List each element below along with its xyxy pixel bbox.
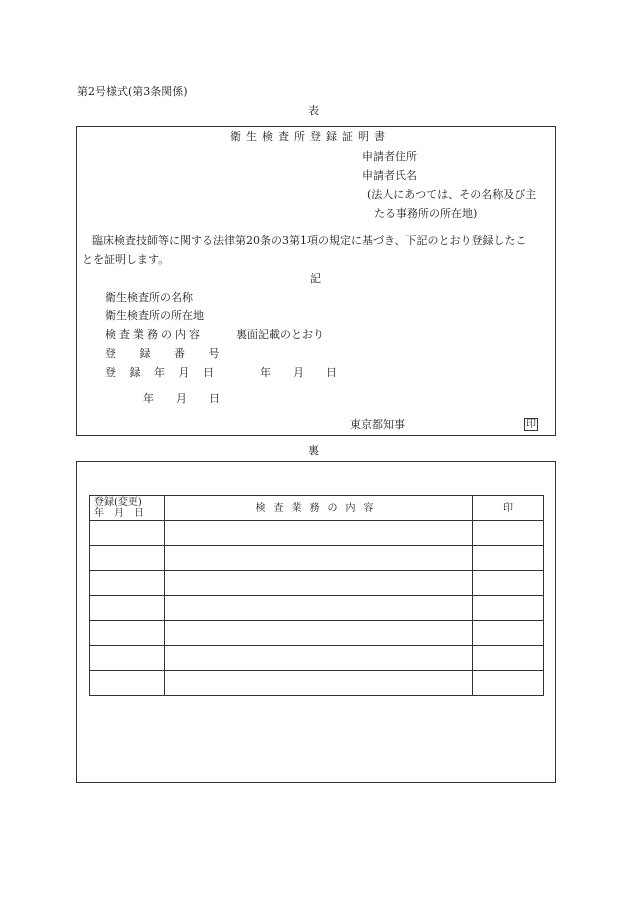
- table-cell: [165, 521, 473, 546]
- ki-heading: 記: [310, 272, 321, 285]
- work-content-column-header: 検査業務の内容: [165, 496, 473, 521]
- seal-mark: 印: [526, 419, 536, 430]
- table-cell: [90, 571, 165, 596]
- table-cell: [165, 571, 473, 596]
- seal-column-header: 印: [473, 496, 544, 521]
- table-cell: [90, 646, 165, 671]
- table-cell: [165, 671, 473, 696]
- table-row: [90, 571, 544, 596]
- table-cell: [473, 646, 544, 671]
- table-row: [90, 621, 544, 646]
- table-cell: [473, 521, 544, 546]
- table-cell: [90, 671, 165, 696]
- table-row: [90, 596, 544, 621]
- table-cell: [473, 671, 544, 696]
- issue-date: 年 月 日: [143, 392, 220, 405]
- table-row: [90, 546, 544, 571]
- front-side-label: 表: [308, 104, 319, 117]
- body-text-line-1: 臨床検査技師等に関する法律第20条の3第1項の規定に基づき、下記のとおり登録したこ: [92, 234, 527, 247]
- table-row: [90, 646, 544, 671]
- applicant-address-label: 申請者住所: [362, 150, 417, 163]
- corp-note-line-1: (法人にあつては、その名称及び主: [367, 188, 537, 201]
- table-cell: [165, 621, 473, 646]
- date-column-header-line-1: 登録(変更): [94, 497, 142, 508]
- work-content-label: 検査業務の内容: [105, 328, 203, 341]
- table-cell: [473, 596, 544, 621]
- table-cell: [90, 546, 165, 571]
- date-column-header: [90, 496, 165, 521]
- table-row: [90, 671, 544, 696]
- corp-note-line-2: たる事務所の所在地): [374, 207, 478, 220]
- table-cell: [165, 646, 473, 671]
- registration-number-label: 登 録 番 号: [105, 347, 230, 360]
- table-cell: [90, 621, 165, 646]
- table-header-row: [90, 496, 544, 521]
- work-content-value: 裏面記載のとおり: [236, 328, 324, 341]
- table-cell: [90, 521, 165, 546]
- applicant-name-label: 申請者氏名: [362, 169, 417, 182]
- table-cell: [473, 621, 544, 646]
- form-number: 第2号様式(第3条関係): [77, 85, 188, 98]
- table-cell: [90, 596, 165, 621]
- registration-date-value: 年 月 日: [260, 366, 337, 379]
- table-cell: [165, 596, 473, 621]
- registration-record-table: [89, 495, 544, 696]
- table-cell: [473, 546, 544, 571]
- back-side-label: 裏: [308, 444, 319, 457]
- certificate-title: 衛生検査所登録証明書: [230, 130, 390, 143]
- table-cell: [165, 546, 473, 571]
- table-row: [90, 521, 544, 546]
- lab-name-label: 衛生検査所の名称: [105, 291, 193, 304]
- table-cell: [473, 571, 544, 596]
- registration-date-label: 登 録 年 月 日: [105, 366, 219, 379]
- issuer-title: 東京都知事: [350, 418, 405, 431]
- body-text-line-2: とを証明します。: [82, 253, 170, 266]
- date-column-header-line-2: 年 月 日: [94, 508, 144, 519]
- lab-address-label: 衛生検査所の所在地: [105, 309, 204, 322]
